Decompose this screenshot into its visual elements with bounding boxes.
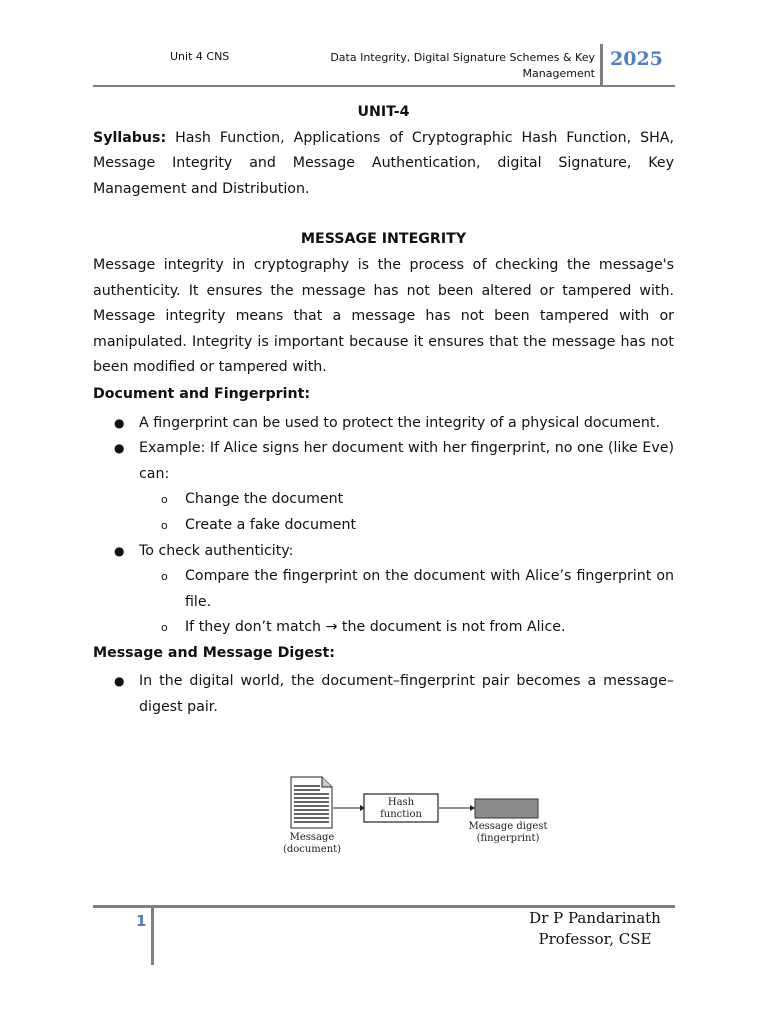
sub-list-item-text: Create a fake document [185, 516, 357, 533]
document-icon [291, 777, 332, 828]
hash-label-line-1: Hash [387, 797, 415, 808]
message-label-line-2: (document) [282, 844, 342, 855]
sub-bullet-icon: o [161, 621, 168, 635]
message-digest-figure [280, 770, 560, 865]
syllabus-label: Syllabus: [93, 129, 167, 146]
syllabus-paragraph [93, 126, 674, 203]
arrow-right-icon [439, 805, 475, 811]
list-item-text: To check authenticity: [139, 542, 294, 559]
bullet-icon: ● [114, 415, 125, 430]
list-item-text: Example: If Alice signs her document with her fingerprint, no one (like Eve) can: [139, 440, 674, 482]
footer-author-block [500, 908, 690, 950]
header-unit-label: Unit 4 CNS [170, 50, 230, 63]
doc-fingerprint-heading: Document and Fingerprint: [93, 385, 311, 402]
bullet-icon: ● [114, 441, 125, 456]
sub-list-item-text: Change the document [185, 491, 344, 508]
header-rule [93, 85, 675, 87]
spacer [93, 202, 674, 227]
hash-label-line-2: function [380, 809, 422, 820]
hash-function-label [364, 797, 438, 821]
sub-bullet-icon: o [161, 518, 168, 532]
sub-list-item [139, 487, 674, 513]
list-item [93, 436, 674, 538]
message-digest-list [93, 669, 674, 720]
message-label-line-1: Message [289, 832, 335, 843]
list-item-text: In the digital world, the document–fingerprint pair becomes a message–digest pair. [139, 673, 674, 716]
digest-label [462, 821, 554, 845]
list-item [93, 411, 674, 437]
message-digest-heading: Message and Message Digest: [93, 644, 335, 661]
message-label [275, 832, 349, 856]
header-separator [600, 44, 603, 86]
document-body [93, 100, 674, 721]
list-item [93, 539, 674, 641]
sub-list-item [139, 615, 674, 641]
message-digest-box [475, 799, 538, 818]
unit-title: UNIT-4 [357, 104, 410, 120]
bullet-icon: ● [114, 674, 125, 689]
bullet-icon: ● [114, 543, 125, 558]
list-item-text: A fingerprint can be used to protect the integrity of a physical document. [139, 414, 660, 431]
author-name: Dr P Pandarinath [529, 909, 661, 927]
sub-list [139, 564, 674, 641]
sub-list-item [139, 564, 674, 615]
footer-separator [151, 905, 154, 965]
sub-bullet-icon: o [161, 570, 168, 584]
syllabus-text: Hash Function, Applications of Cryptographic Hash Function, SHA, Message Integrity and Message Authentication, digital Signature, Key Management and Distribution. [93, 129, 674, 197]
list-item [93, 669, 674, 720]
page-number: 1 [136, 912, 147, 930]
digest-label-line-1: Message digest [468, 821, 548, 832]
header-topic-title: Data Integrity, Digital Signature Schemes & Key Management [330, 51, 595, 80]
sub-list-item-text: Compare the fingerprint on the document with Alice’s fingerprint on file. [185, 568, 674, 610]
sub-list-item [139, 513, 674, 539]
sub-bullet-icon: o [161, 493, 168, 507]
author-title: Professor, CSE [538, 930, 652, 948]
header-year: 2025 [610, 48, 663, 70]
digest-label-line-2: (fingerprint) [476, 833, 540, 844]
arrow-right-icon [333, 805, 365, 811]
doc-fingerprint-list [93, 411, 674, 641]
sub-list-item-text: If they don’t match → the document is not from Alice. [185, 619, 566, 636]
sub-list [139, 487, 674, 538]
section-title: MESSAGE INTEGRITY [300, 231, 467, 248]
intro-paragraph: Message integrity in cryptography is the process of checking the message's authenticity. It ensures the message has not been altered or tampered with. Message integrity means that a message has not been tampered with or manipulated. Integrity is important because it ensures that the message has not been modified or tampered with. [93, 256, 674, 376]
